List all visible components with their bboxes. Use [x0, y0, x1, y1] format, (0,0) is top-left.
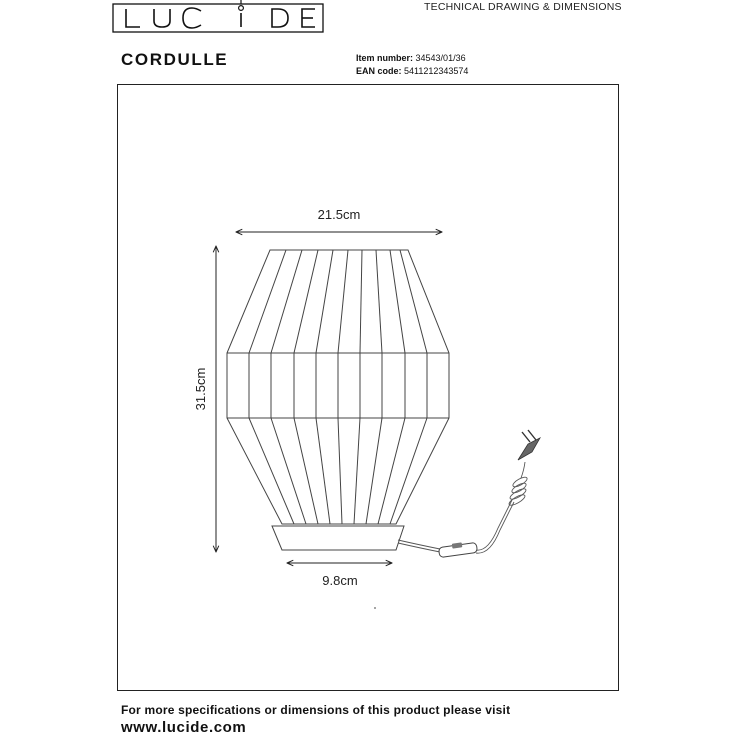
base-width-dimension [287, 563, 392, 588]
product-name: CORDULLE [121, 50, 229, 69]
lamp-base [272, 526, 404, 550]
ean-code-label: EAN code: [356, 66, 402, 76]
ean-code-value: 5411212343574 [404, 66, 469, 76]
scan-mark [374, 607, 376, 609]
item-number-label: Item number: [356, 53, 414, 63]
top-width-dimension [236, 207, 442, 232]
website-link[interactable]: www.lucide.com [121, 719, 247, 736]
plug [518, 430, 540, 460]
cord-switch [438, 542, 477, 557]
footer-text: For more specifications or dimensions of this product please visit [121, 703, 511, 717]
item-number-value: 34543/01/36 [415, 53, 466, 63]
height-dimension [193, 246, 216, 552]
height-label: 31.5cm [193, 367, 208, 411]
lamp-shade [227, 250, 449, 524]
document-type-label: TECHNICAL DRAWING & DIMENSIONS [424, 1, 622, 13]
power-cord [398, 462, 528, 553]
top-width-label: 21.5cm [317, 207, 361, 222]
base-width-label: 9.8cm [322, 573, 358, 588]
